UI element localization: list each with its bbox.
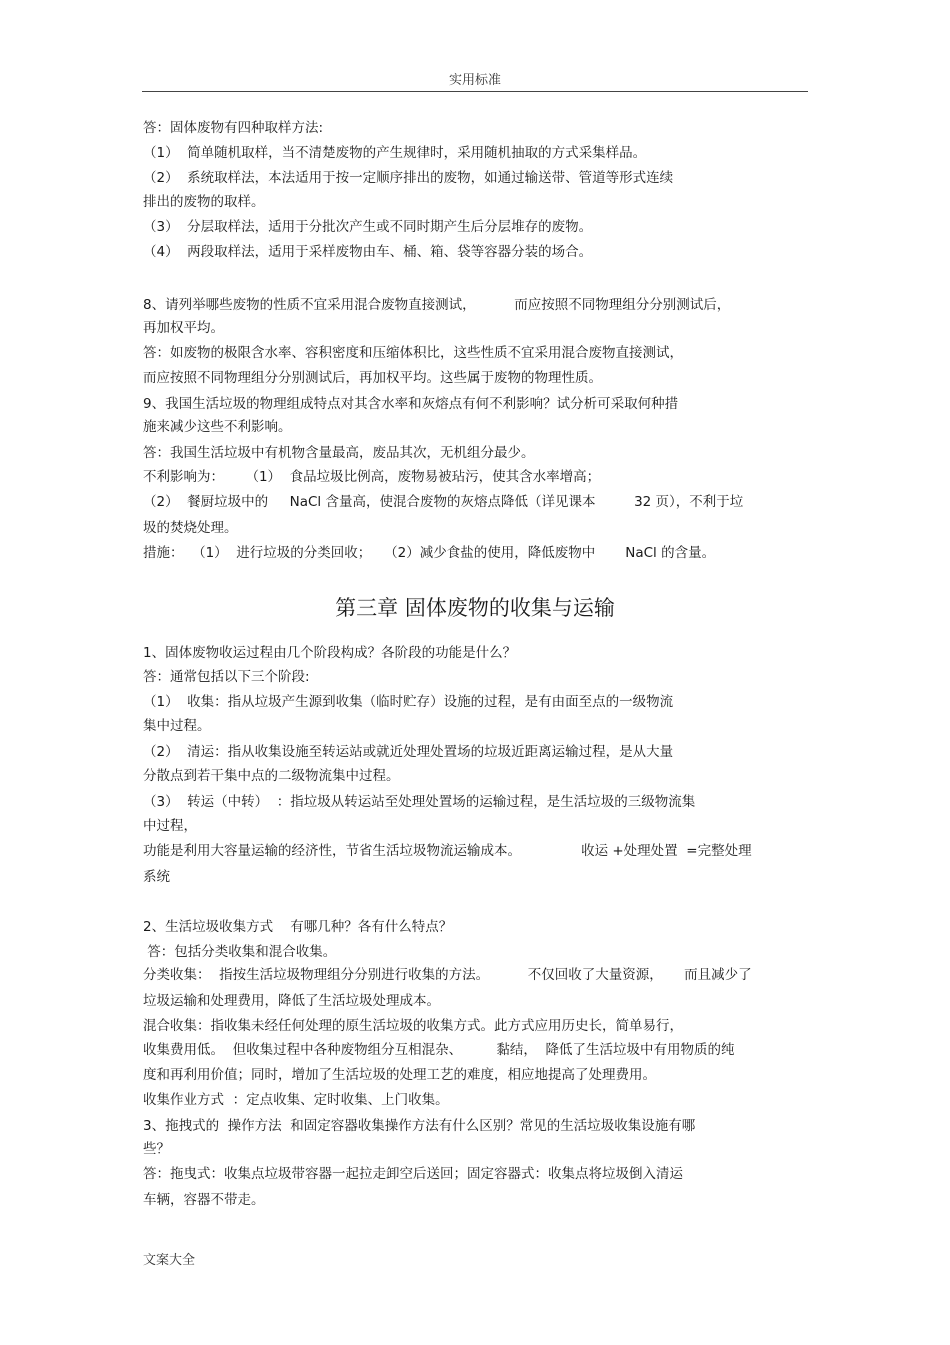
text-line: 垃圾运输和处理费用，降低了生活垃圾处理成本。	[143, 993, 440, 1009]
text-line: 度和再利用价值；同时，增加了生活垃圾的处理工艺的难度，相应地提高了处理费用。	[143, 1067, 656, 1083]
text-line: 再加权平均。	[143, 320, 224, 336]
text-line: 答：拖曳式：收集点垃圾带容器一起拉走卸空后送回；固定容器式：收集点将垃圾倒入清运	[143, 1166, 683, 1182]
text-line: 集中过程。	[143, 718, 211, 734]
text-line: 8、请列举哪些废物的性质不宜采用混合废物直接测试， 而应按照不同物理组分分别测试后，	[143, 297, 731, 313]
text-line: 分散点到若干集中点的二级物流集中过程。	[143, 768, 400, 784]
chapter-heading: 第三章 固体废物的收集与运输	[335, 596, 615, 620]
text-line: 收集作业方式 ：定点收集、定时收集、上门收集。	[143, 1092, 449, 1108]
text-line: 些？	[143, 1141, 170, 1157]
text-line: 措施： （1） 进行垃圾的分类回收； （2）减少食盐的使用，降低废物中 NaCl 的含量。	[143, 545, 716, 561]
text-line: 车辆，容器不带走。	[143, 1192, 265, 1208]
text-line: 排出的废物的取样。	[143, 194, 265, 210]
text-line: （1） 收集：指从垃圾产生源到收集（临时贮存）设施的过程，是有由面至点的一级物流	[143, 694, 674, 710]
text-line: 功能是利用大容量运输的经济性，节省生活垃圾物流运输成本。 收运 +处理处置 =完整处理	[143, 843, 752, 859]
text-line: 答：包括分类收集和混合收集。	[143, 944, 337, 960]
text-line: 答：如废物的极限含水率、容积密度和压缩体积比，这些性质不宜采用混合废物直接测试，	[143, 345, 683, 361]
text-line: 2、生活垃圾收集方式 有哪几种？各有什么特点？	[143, 919, 453, 935]
header-rule	[142, 91, 808, 92]
text-line: （1） 简单随机取样，当不清楚废物的产生规律时，采用随机抽取的方式采集样品。	[143, 145, 647, 161]
text-line: （2） 清运：指从收集设施至转运站或就近处理处置场的垃圾近距离运输过程，是从大量	[143, 744, 674, 760]
text-line: 不利影响为： （1） 食品垃圾比例高，废物易被玷污，使其含水率增高；	[143, 469, 601, 485]
text-line: 3、拖拽式的 操作方法 和固定容器收集操作方法有什么区别？常见的生活垃圾收集设施有哪	[143, 1118, 696, 1134]
text-line: （3） 分层取样法，适用于分批次产生或不同时期产生后分层堆存的废物。	[143, 219, 593, 235]
text-line: （3） 转运（中转） ：指垃圾从转运站至处理处置场的运输过程，是生活垃圾的三级物流集	[143, 794, 696, 810]
page-footer: 文案大全	[143, 1253, 196, 1268]
text-line: 答：通常包括以下三个阶段:	[143, 669, 310, 685]
text-line: 施来减少这些不利影响。	[143, 419, 292, 435]
text-line: （2） 餐厨垃圾中的 NaCl 含量高，使混合废物的灰熔点降低（详见课本 32 页），不利于垃	[143, 494, 744, 510]
text-line: 答：我国生活垃圾中有机物含量最高，废品其次，无机组分最少。	[143, 445, 535, 461]
text-line: 而应按照不同物理组分分别测试后，再加权平均。这些属于废物的物理性质。	[143, 370, 602, 386]
text-line: 混合收集：指收集未经任何处理的原生活垃圾的收集方式。此方式应用历史长，简单易行，	[143, 1018, 683, 1034]
text-line: （4） 两段取样法，适用于采样废物由车、桶、箱、袋等容器分装的场合。	[143, 244, 593, 260]
text-line: 中过程，	[143, 818, 197, 834]
text-line: 收集费用低。 但收集过程中各种废物组分互相混杂、 黏结， 降低了生活垃圾中有用物质的纯	[143, 1042, 735, 1058]
page-header-title: 实用标准	[448, 73, 501, 88]
text-line: 1、固体废物收运过程由几个阶段构成？各阶段的功能是什么？	[143, 645, 517, 661]
text-line: 系统	[143, 869, 170, 885]
text-line: 圾的焚烧处理。	[143, 520, 238, 536]
text-line: （2） 系统取样法，本法适用于按一定顺序排出的废物，如通过输送带、管道等形式连续	[143, 170, 674, 186]
text-line: 9、我国生活垃圾的物理组成特点对其含水率和灰熔点有何不利影响？试分析可采取何种措	[143, 396, 679, 412]
text-line: 答：固体废物有四种取样方法:	[143, 120, 324, 136]
text-line: 分类收集： 指按生活垃圾物理组分分别进行收集的方法。 不仅回收了大量资源， 而且减少了	[143, 967, 752, 983]
